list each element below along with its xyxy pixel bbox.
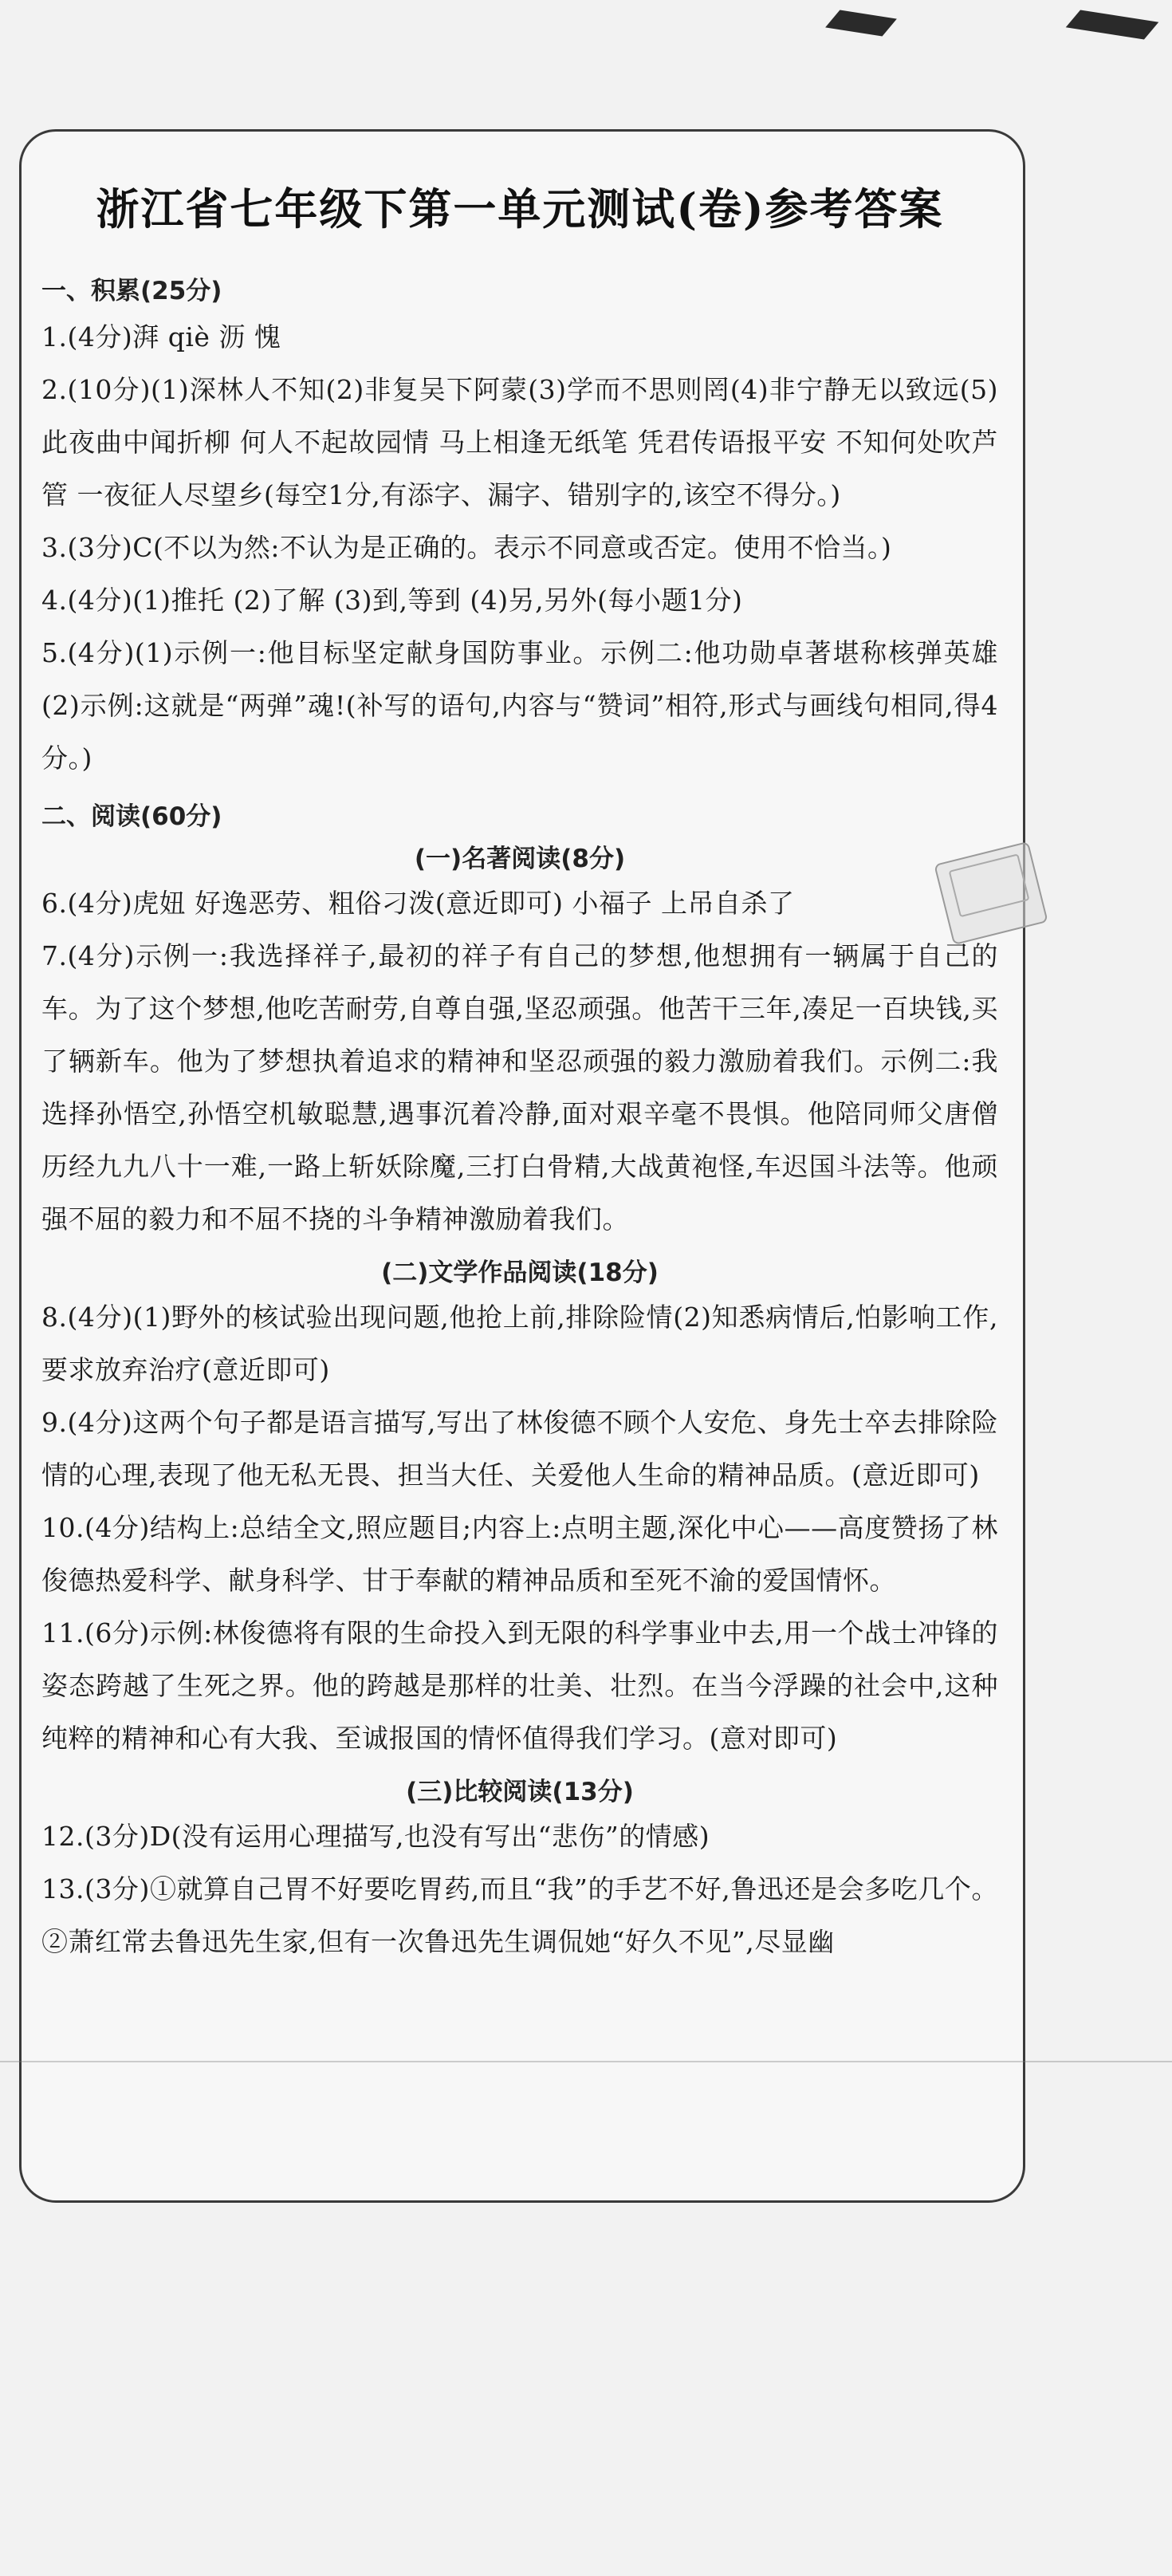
answer-item-3: 3.(3分)C(不以为然:不认为是正确的。表示不同意或否定。使用不恰当。) (41, 532, 892, 563)
subsection-heading-literature: (二)文学作品阅读(18分) (381, 1258, 659, 1287)
answer-item-1: 1.(4分)湃 qiè 沥 愧 (41, 321, 281, 353)
scan-corner-mark-right (1066, 10, 1159, 39)
section-heading-reading: 二、阅读(60分) (41, 802, 222, 831)
answer-item-7: 7.(4分)示例一:我选择祥子,最初的祥子有自己的梦想,他想拥有一辆属于自己的车。为了这个梦想,他吃苦耐劳,自尊自强,坚忍顽强。他苦干三年,凑足一百块钱,买了辆新车。他为了梦想执着追求的精神和坚忍顽强的毅力激励着我们。示例二:我选择孙悟空,孙悟空机敏聪慧,遇事沉着冷静,面对艰辛毫不畏惧。他陪同师父唐僧历经九九八十一难,一路上斩妖除魔,三打白骨精,大战黄袍怪,车迟国斗法等。他顽强不屈的毅力和不屈不挠的斗争精神激励着我们。 (41, 940, 998, 1235)
answer-item-12: 12.(3分)D(没有运用心理描写,也没有写出“悲伤”的情感) (41, 1821, 710, 1852)
answer-item-4: 4.(4分)(1)推托 (2)了解 (3)到,等到 (4)另,另外(每小题1分) (41, 585, 743, 616)
answer-item-10: 10.(4分)结构上:总结全文,照应题目;内容上:点明主题,深化中心——高度赞扬了林俊德热爱科学、献身科学、甘于奉献的精神品质和至死不渝的爱国情怀。 (41, 1512, 998, 1596)
page-title: 浙江省七年级下第一单元测试(卷)参考答案 (96, 183, 944, 234)
answer-item-8: 8.(4分)(1)野外的核试验出现问题,他抢上前,排除险情(2)知悉病情后,怕影响工作,要求放弃治疗(意近即可) (41, 1302, 998, 1385)
answer-item-6: 6.(4分)虎妞 好逸恶劳、粗俗刁泼(意近即可) 小福子 上吊自杀了 (41, 888, 795, 919)
answer-item-13: 13.(3分)①就算自己胃不好要吃胃药,而且“我”的手艺不好,鲁迅还是会多吃几个。②萧红常去鲁迅先生家,但有一次鲁迅先生调侃她“好久不见”,尽显幽 (41, 1873, 998, 1957)
subsection-heading-classics: (一)名著阅读(8分) (414, 845, 626, 873)
scan-corner-mark-left (825, 10, 897, 37)
answer-item-9: 9.(4分)这两个句子都是语言描写,写出了林俊德不顾个人安危、身先士卒去排除险情的心理,表现了他无私无畏、担当大任、关爱他人生命的精神品质。(意近即可) (41, 1407, 998, 1491)
answer-item-5: 5.(4分)(1)示例一:他目标坚定献身国防事业。示例二:他功勋卓著堪称核弹英雄(2)示例:这就是“两弹”魂!(补写的语句,内容与“赞词”相符,形式与画线句相同,得4分。) (41, 637, 998, 774)
subsection-heading-comparison: (三)比较阅读(13分) (406, 1778, 634, 1806)
answer-sheet (41, 160, 998, 1968)
answer-item-2: 2.(10分)(1)深林人不知(2)非复吴下阿蒙(3)学而不思则罔(4)非宁静无以致远(5)此夜曲中闻折柳 何人不起故园情 马上相逢无纸笔 凭君传语报平安 不知何处吹芦管 一夜征人尽望乡(每空1分,有添字、漏字、错别字的,该空不得分。) (41, 374, 998, 510)
scan-line (0, 2061, 1172, 2062)
answer-item-11: 11.(6分)示例:林俊德将有限的生命投入到无限的科学事业中去,用一个战士冲锋的姿态跨越了生死之界。他的跨越是那样的壮美、壮烈。在当今浮躁的社会中,这种纯粹的精神和心有大我、至诚报国的情怀值得我们学习。(意对即可) (41, 1617, 998, 1754)
section-heading-accumulation: 一、积累(25分) (41, 277, 222, 305)
